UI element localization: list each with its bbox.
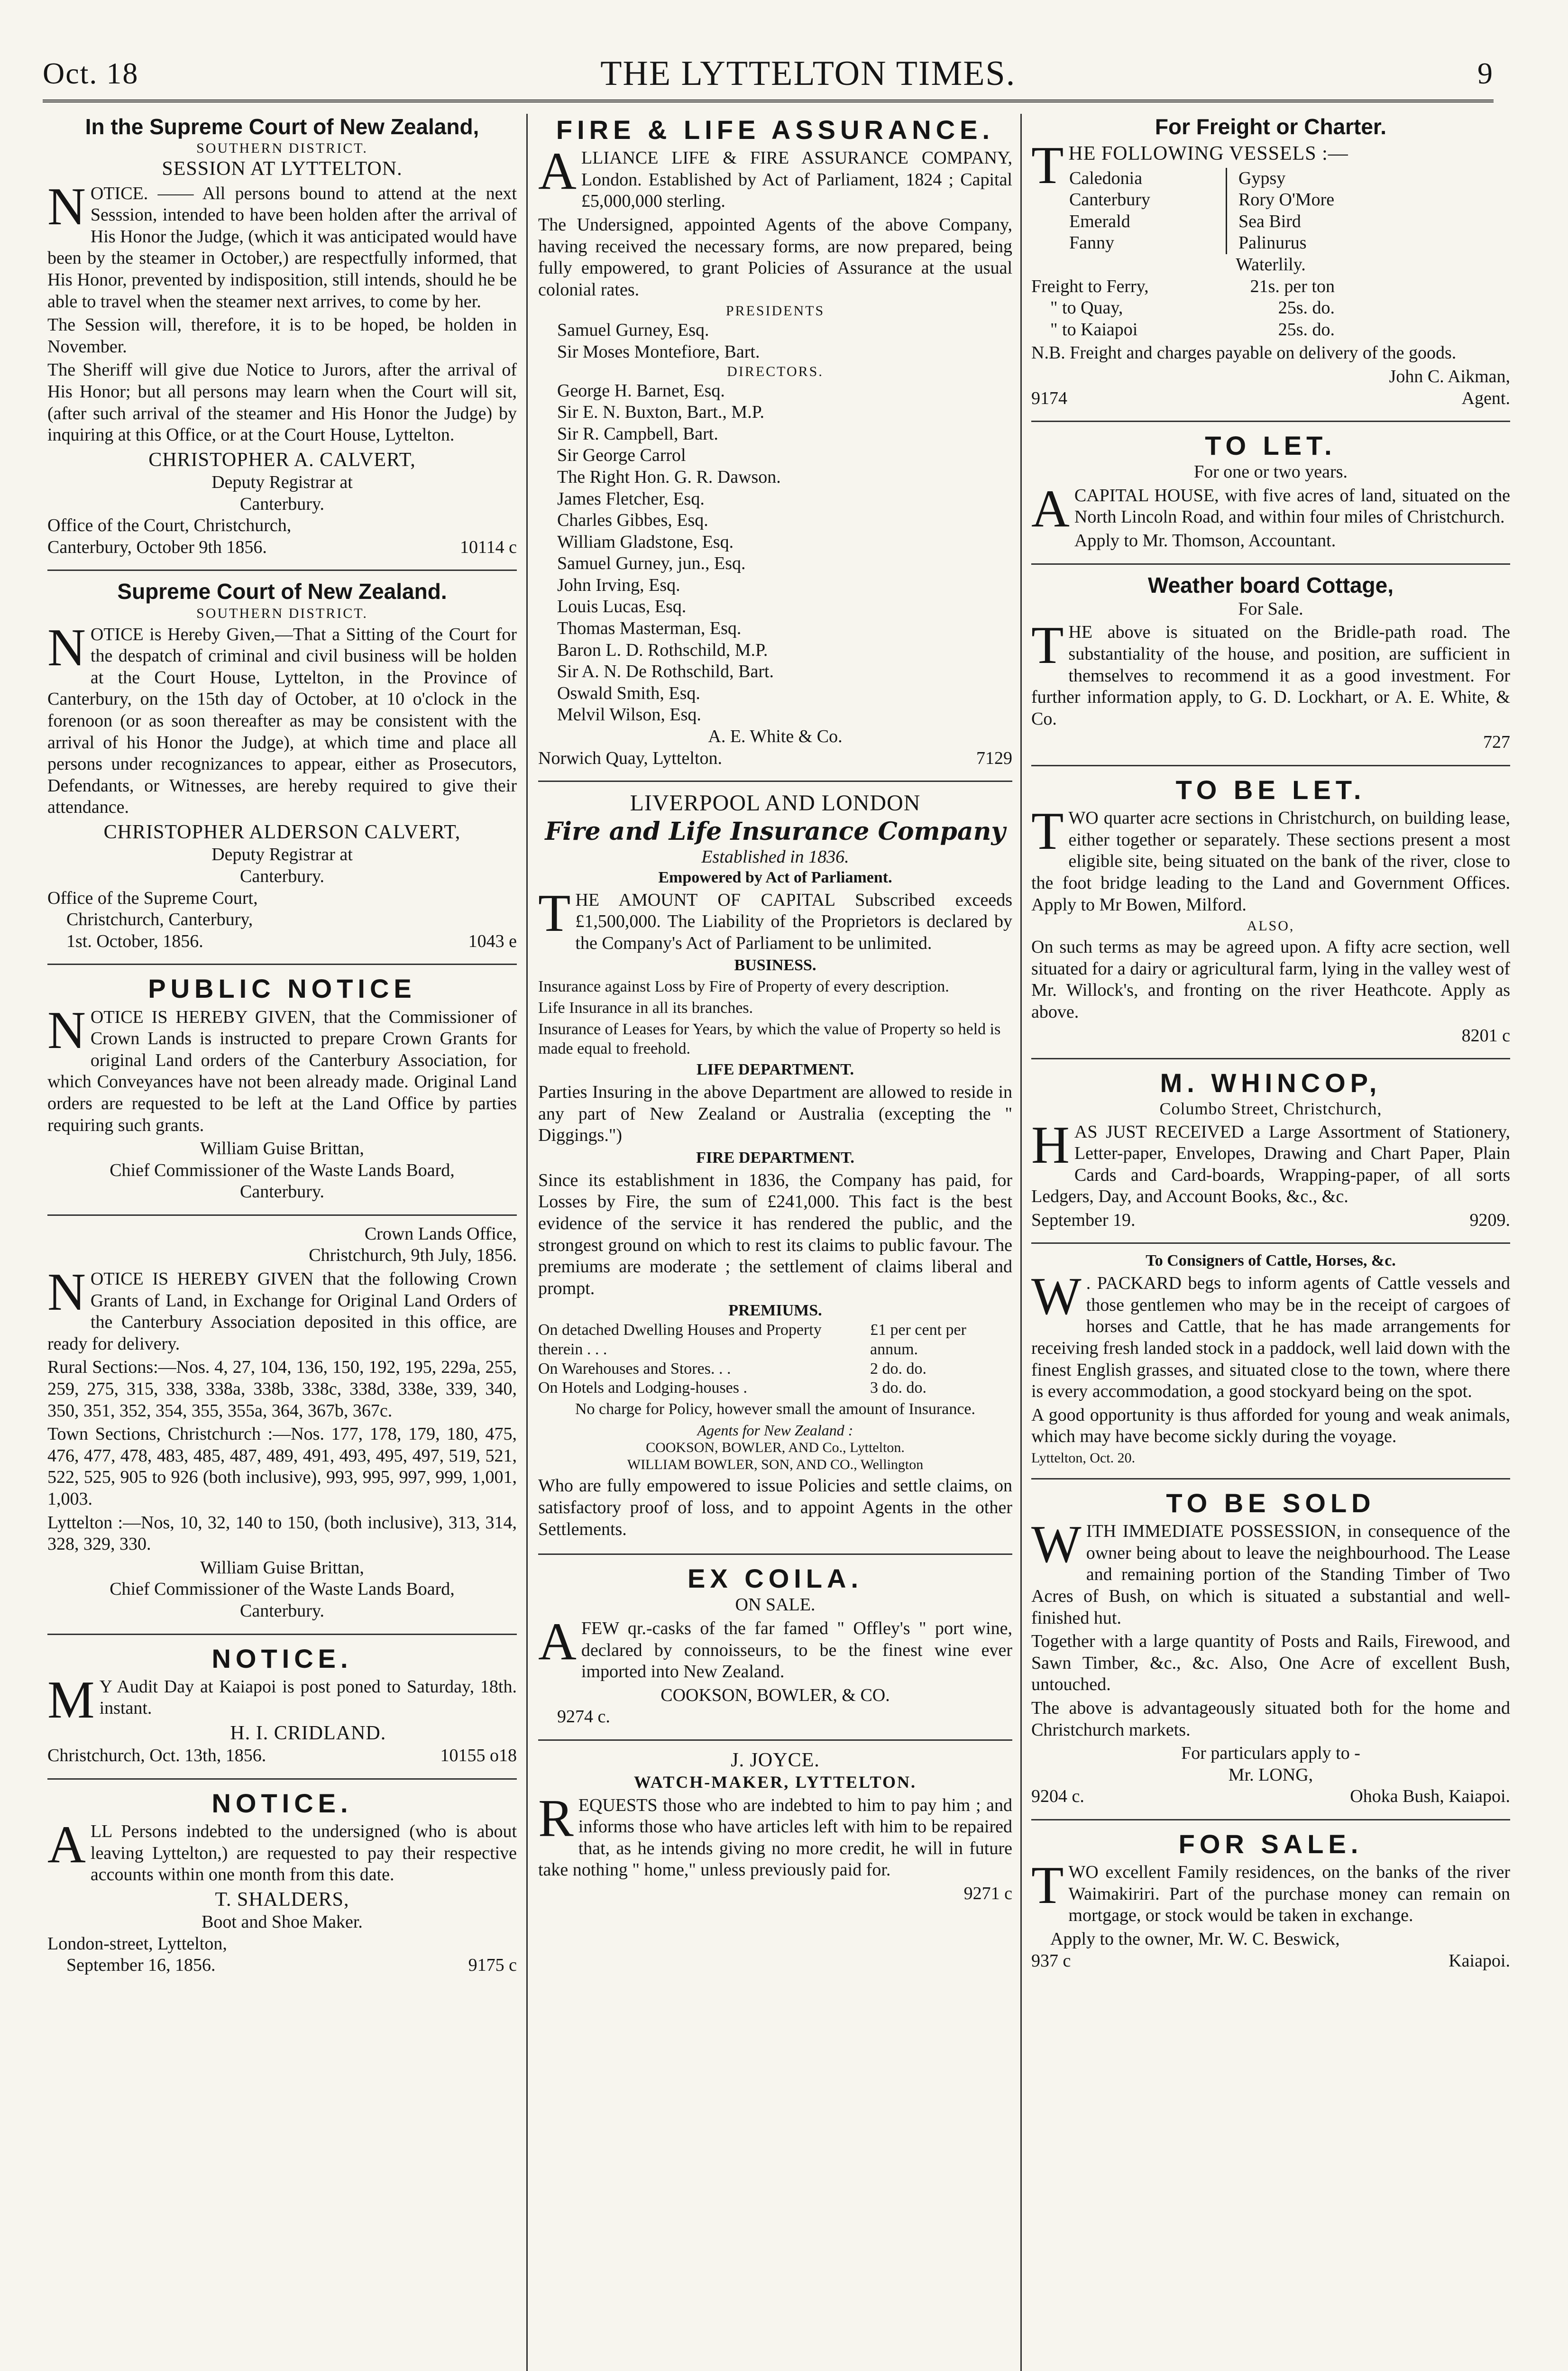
ad-body: WO quarter acre sections in Christchurch, on building lease, either together or separately. These sections present a most eligible site, being situated on the bank of the river, close to the foot bridge leading to the Land and Government Offices. Apply to Mr Bowen, Milford.	[1031, 808, 1510, 915]
separator	[1031, 1242, 1510, 1244]
column-3	[1031, 114, 1510, 2371]
crown-grants-notice	[47, 1223, 517, 1627]
shalders-notice	[47, 1787, 517, 1981]
life-heading: LIFE DEPARTMENT.	[697, 1061, 854, 1079]
separator	[1031, 1819, 1510, 1820]
drop-cap: A	[47, 1815, 86, 1875]
director-name: Oswald Smith, Esq.	[557, 683, 700, 703]
separator	[47, 1634, 517, 1635]
freight-route: " to Kaiapoi	[1050, 319, 1138, 340]
to-be-let-ad	[1031, 774, 1510, 1051]
column-divider	[526, 114, 528, 2371]
ad-body: EQUESTS those who are indebted to him to pay him ; and informs those who have articles left with him to be repaired that, as he intends giving no more credit, he will in future take nothing " home," unless previously paid for.	[538, 1795, 1012, 1880]
ad-address: London-street, Lyttelton,	[47, 1933, 227, 1954]
drop-cap: T	[1031, 136, 1064, 195]
premiums-heading: PREMIUMS.	[728, 1302, 822, 1320]
business-item: Life Insurance in all its branches.	[538, 999, 753, 1017]
separator	[47, 1778, 517, 1780]
ad-body: HE AMOUNT OF CAPITAL Subscribed exceeds £1,500,000. The Liability of the Proprietors is declared by the Company's Act of Parliament to be unlimited.	[575, 890, 1012, 953]
ad-signature: Mr. LONG,	[1228, 1764, 1313, 1785]
ad-date: Canterbury, October 9th 1856.	[47, 537, 267, 557]
ad-date: Christchurch, 9th July, 1856.	[309, 1245, 517, 1266]
director-name: Sir R. Campbell, Bart.	[557, 423, 718, 444]
premium-amount: £1 per cent per annum.	[870, 1321, 966, 1358]
director-name: The Right Hon. G. R. Dawson.	[557, 467, 781, 487]
premium-amount: 3 do. do.	[870, 1379, 926, 1397]
drop-cap: N	[47, 1001, 86, 1060]
ad-ref: 10155 o18	[440, 1746, 517, 1766]
ad-title: FIRE & LIFE ASSURANCE.	[556, 115, 995, 145]
drop-cap: A	[1031, 479, 1070, 538]
alliance-assurance-ad	[538, 114, 1012, 774]
ad-body: Parties Insuring in the above Department are allowed to reside in any part of New Zealand or Australia (excepting the " Diggings.")	[538, 1082, 1012, 1146]
vessel-list	[1069, 168, 1510, 254]
ad-body: On such terms as may be agreed upon. A fifty acre section, well situated for a dairy or agricultural farm, lying in the valley west of Mr. Willock's, and fronting on the river Heathcote. Apply as above.	[1031, 937, 1510, 1022]
drop-cap: A	[538, 1612, 577, 1672]
separator	[1031, 765, 1510, 766]
ad-title: TO BE LET.	[1175, 775, 1366, 805]
ad-address: Ohoka Bush, Kaiapoi.	[1350, 1786, 1510, 1807]
ad-signature: Deputy Registrar at	[211, 845, 353, 865]
freight-rate: 25s. do.	[1278, 319, 1335, 340]
director-name: Sir A. N. De Rothschild, Bart.	[557, 662, 774, 682]
ad-signature: Canterbury.	[240, 1600, 324, 1621]
rural-sections: Rural Sections:—Nos. 4, 27, 104, 136, 150, 192, 195, 229a, 255, 259, 275, 315, 338, 338a, 338b, 338c, 338d, 338e, 339, 340, 350, 351, 352, 354, 355, 355a, 364, 367b, 367c.	[47, 1357, 517, 1421]
ad-ref: 9271 c	[963, 1883, 1012, 1903]
director-name: Louis Lucas, Esq.	[557, 597, 687, 617]
premium-row	[538, 1321, 1012, 1360]
ad-date: September 19.	[1031, 1210, 1136, 1230]
masthead	[43, 47, 1494, 100]
ad-ref: 8201 c	[1461, 1025, 1510, 1046]
director-name: Samuel Gurney, jun., Esq.	[557, 553, 746, 574]
agent-name: COOKSON, BOWLER, AND Co., Lyttelton.	[646, 1440, 905, 1456]
separator	[47, 1214, 517, 1216]
separator	[538, 781, 1012, 782]
drop-cap: N	[47, 618, 86, 677]
ad-ref: 10114 c	[460, 537, 517, 557]
ad-body: Apply to Mr. Thomson, Accountant.	[1074, 531, 1336, 551]
masthead-rule	[43, 100, 1494, 102]
ad-title: TO BE SOLD	[1166, 1488, 1375, 1518]
ad-signature: H. I. CRIDLAND.	[230, 1722, 386, 1744]
ex-coila-ad	[538, 1562, 1012, 1733]
ad-signature: Canterbury.	[240, 494, 324, 514]
supreme-court-sitting-notice	[47, 579, 517, 957]
separator	[47, 570, 517, 571]
vessel-name: Gypsy	[1238, 168, 1286, 188]
ad-body: Who are fully empowered to issue Policies and settle claims, on satisfactory proof of loss, and to appoint Agents in the other Settlements.	[538, 1476, 1012, 1539]
ad-title: J. JOYCE.	[731, 1749, 820, 1771]
ad-subtitle: For Sale.	[1238, 598, 1303, 619]
ad-signature: CHRISTOPHER ALDERSON CALVERT,	[103, 821, 461, 843]
drop-cap: T	[1031, 1856, 1064, 1915]
ad-ref: 9175 c	[468, 1955, 517, 1976]
newspaper-title: THE LYTTELTON TIMES.	[600, 54, 1016, 93]
ad-body: ITH IMMEDIATE POSSESSION, in consequence of the owner being about to leave the neighbourhood. The Lease and remaining portion of the Standing Timber of Two Acres of Bush, on which is situated a substantial and well-finished hut.	[1031, 1521, 1510, 1628]
ad-office: Crown Lands Office,	[364, 1223, 517, 1244]
ad-subtitle: Established in 1836.	[701, 847, 849, 867]
ad-signature: Deputy Registrar at	[211, 472, 353, 493]
ad-subtitle: Empowered by Act of Parliament.	[658, 868, 892, 886]
ad-signature: William Guise Brittan,	[200, 1139, 364, 1159]
column-divider	[1020, 114, 1022, 2371]
ad-title: PUBLIC NOTICE	[148, 974, 416, 1004]
column-1	[47, 114, 517, 2371]
ad-ref: 7129	[976, 748, 1012, 768]
directors-heading: DIRECTORS.	[727, 363, 824, 379]
packard-ad	[1031, 1251, 1510, 1471]
premium-amount: 2 do. do.	[870, 1360, 926, 1378]
director-name: James Fletcher, Esq.	[557, 488, 705, 509]
ad-title: Supreme Court of New Zealand.	[117, 579, 447, 604]
ad-signature: Chief Commissioner of the Waste Lands Board,	[110, 1579, 455, 1599]
director-name: Baron L. D. Rothschild, M.P.	[557, 640, 768, 660]
fire-heading: FIRE DEPARTMENT.	[696, 1149, 854, 1167]
ad-body: Since its establishment in 1836, the Company has paid, for Losses by Fire, the sum of £241,000. This fact is the best evidence of the service it has rendered the public, and the strongest ground on which to rest its claims to public favour. The premiums are moderate ; the settlement of claims liberal and prompt.	[538, 1170, 1012, 1298]
drop-cap: M	[47, 1670, 95, 1729]
ad-title: For Freight or Charter.	[1155, 114, 1387, 139]
ad-subtitle: ALSO,	[1247, 918, 1295, 934]
ad-body: HE FOLLOWING VESSELS :—	[1068, 143, 1348, 165]
director-name: George H. Barnet, Esq.	[557, 380, 725, 401]
ad-title: To Consigners of Cattle, Horses, &c.	[1146, 1252, 1396, 1270]
freight-route: " to Quay,	[1050, 298, 1123, 318]
for-sale-ad	[1031, 1828, 1510, 1976]
ad-body: WO excellent Family residences, on the banks of the river Waimakiriri. Part of the purchase money can remain on mortgage, or stock would be taken in exchange.	[1068, 1862, 1510, 1926]
president-name: Samuel Gurney, Esq.	[557, 320, 709, 340]
freight-charter-ad	[1031, 114, 1510, 414]
premium-label: On Warehouses and Stores. . .	[538, 1360, 731, 1378]
ad-ref: 727	[1483, 732, 1510, 753]
vessel-name: Canterbury	[1069, 190, 1150, 210]
agent-name: WILLIAM BOWLER, SON, AND CO., Wellington	[627, 1457, 924, 1473]
vessel-name: Caledonia	[1069, 168, 1143, 188]
ad-body: LL Persons indebted to the undersigned (who is about leaving Lyttelton,) are requested to pay their respective accounts within one month from this date.	[90, 1821, 517, 1885]
ad-ref: 937 c	[1031, 1950, 1071, 1971]
ad-title: LIVERPOOL AND LONDON	[630, 790, 921, 816]
ad-office: Office of the Supreme Court,	[47, 888, 258, 908]
column-2	[538, 114, 1012, 2371]
ad-title: Fire and Life Insurance Company	[545, 817, 1006, 846]
business-item: Insurance of Leases for Years, by which the value of Property so held is made equal to freehold.	[538, 1020, 1001, 1057]
vessel-column	[1227, 168, 1334, 254]
vessel-name: Emerald	[1069, 211, 1130, 231]
freight-rate: 21s. per ton	[1250, 276, 1335, 296]
whincop-ad	[1031, 1067, 1510, 1236]
ad-ref: 9274 c.	[557, 1707, 610, 1727]
ad-signature: Agent.	[1461, 388, 1510, 408]
director-name: Sir George Carrol	[557, 445, 686, 466]
ad-title: M. WHINCOP,	[1160, 1068, 1382, 1098]
ad-subtitle: SOUTHERN DISTRICT.	[196, 140, 368, 156]
ad-signature: Chief Commissioner of the Waste Lands Board,	[110, 1160, 455, 1180]
premium-row	[538, 1360, 1012, 1379]
ad-date: Christchurch, Oct. 13th, 1856.	[47, 1746, 266, 1766]
ad-body: AS JUST RECEIVED a Large Assortment of Stationery, Letter-paper, Envelopes, Drawing and Chart Paper, Plain Cards and Card-boards, Wrapping-paper, of all sorts Ledgers, Day, and Account Books, &c., &c.	[1031, 1121, 1510, 1207]
ad-title: NOTICE.	[211, 1788, 353, 1818]
ad-ref: 1043 e	[468, 931, 517, 951]
separator	[1031, 421, 1510, 422]
separator	[1031, 563, 1510, 565]
ad-ref: 9204 c.	[1031, 1786, 1084, 1807]
ad-subtitle: SOUTHERN DISTRICT.	[196, 605, 368, 621]
premium-label: On detached Dwelling Houses and Property therein . . .	[538, 1321, 822, 1358]
ad-body: LLIANCE LIFE & FIRE ASSURANCE COMPANY, London. Established by Act of Parliament, 1824 ; Capital £5,000,000 sterling.	[581, 148, 1012, 211]
ad-office: Christchurch, Canterbury,	[66, 910, 253, 930]
vessel-name: Waterlily.	[1236, 254, 1306, 275]
premiums-list	[538, 1321, 1012, 1398]
ad-title: FOR SALE.	[1178, 1829, 1363, 1859]
ad-subtitle: For one or two years.	[1194, 462, 1348, 482]
agents-heading: Agents for New Zealand :	[697, 1422, 853, 1439]
director-name: John Irving, Esq.	[557, 575, 680, 595]
ad-title: Weather board Cottage,	[1148, 572, 1394, 597]
premium-row	[538, 1378, 1012, 1398]
ad-body: The Session will, therefore, it is to be hoped, be holden in November.	[47, 315, 517, 357]
page-number: 9	[1477, 56, 1494, 90]
vessel-column	[1069, 168, 1227, 254]
ad-body: Y Audit Day at Kaiapoi is post poned to Saturday, 18th. instant.	[99, 1676, 517, 1719]
ad-body: A good opportunity is thus afforded for young and weak animals, which may have become sickly during the voyage.	[1031, 1405, 1510, 1447]
presidents-heading: PRESIDENTS	[725, 303, 825, 319]
ad-body: The above is advantageously situated both for the home and Christchurch markets.	[1031, 1698, 1510, 1740]
drop-cap: T	[1031, 616, 1064, 675]
separator	[47, 964, 517, 965]
ad-body: The Undersigned, appointed Agents of the above Company, having received the necessary forms, are now prepared, being fully empowered, to grant Policies of Assurance at the usual colonial rates.	[538, 214, 1012, 300]
ad-title: NOTICE.	[211, 1643, 353, 1673]
vessel-name: Rory O'More	[1238, 190, 1335, 210]
ad-signature: Canterbury.	[240, 1182, 324, 1202]
ad-ref: 9209.	[1469, 1210, 1510, 1230]
ad-body: For particulars apply to -	[1181, 1743, 1360, 1764]
drop-cap: N	[47, 177, 86, 236]
ad-body: HE above is situated on the Bridle-path road. The substantiality of the house, and position, are sufficient in themselves to recommend it as a good investment. For further information apply, to G. D. Lockhart, or A. E. White, & Co.	[1031, 622, 1510, 729]
ad-body: OTICE is Hereby Given,—That a Sitting of the Court for the despatch of criminal and civil business will be holden at the Court House, Lyttelton, in the Province of Canterbury, on the 15th day of October, at 10 o'clock in the forenoon (or as soon thereafter as may be consistent with the arrival of his Honor the Judge), at which time and place all persons under recognizances to appear, either as Prosecutors, Defendants, or Witnesses, are hereby required to give their attendance.	[47, 624, 517, 818]
director-name: Thomas Masterman, Esq.	[557, 618, 742, 639]
separator	[538, 1553, 1012, 1555]
freight-route: Freight to Ferry,	[1031, 276, 1149, 296]
director-name: Sir E. N. Buxton, Bart., M.P.	[557, 402, 765, 423]
audit-day-notice	[47, 1643, 517, 1772]
premium-label: On Hotels and Lodging-houses .	[538, 1379, 748, 1397]
director-name: William Gladstone, Esq.	[557, 532, 734, 552]
issue-date: Oct. 18	[43, 56, 139, 90]
drop-cap: N	[47, 1263, 86, 1322]
ad-signature: Boot and Shoe Maker.	[202, 1912, 363, 1932]
ad-body: . PACKARD begs to inform agents of Cattle vessels and those gentlemen who may be in the receipt of cargoes of horses and Cattle, that he has made arrangements for receiving fresh landed stock in a paddock, well laid down with the finest English grasses, and situated close to the town, where there is every accommodation, a good stockyard being on the spot.	[1031, 1273, 1510, 1402]
ad-body: OTICE. —— All persons bound to attend at the next Sesssion, intended to have been holden after the arrival of His Honor the Judge, (which it was anticipated would have been by the steamer in October,) are respectfully informed, that His Honor, prevented by indisposition, still intends, should he be able to travel when the steamer next arrives, to come by her.	[47, 183, 517, 312]
ad-subtitle: SESSION AT LYTTELTON.	[162, 158, 403, 180]
to-be-sold-ad	[1031, 1487, 1510, 1812]
ad-body: N.B. Freight and charges payable on delivery of the goods.	[1031, 343, 1457, 363]
ad-body: No charge for Policy, however small the amount of Insurance.	[575, 1400, 976, 1418]
ad-title: TO LET.	[1205, 431, 1337, 461]
drop-cap: H	[1031, 1115, 1070, 1175]
drop-cap: W	[1031, 1267, 1082, 1326]
business-item: Insurance against Loss by Fire of Property of every description.	[538, 978, 949, 996]
ad-subtitle: WATCH-MAKER, LYTTELTON.	[633, 1773, 917, 1792]
freight-rate: 25s. do.	[1278, 298, 1335, 318]
ad-signature: A. E. White & Co.	[708, 726, 843, 747]
ad-address: Kaiapoi.	[1449, 1950, 1510, 1971]
public-notice	[47, 973, 517, 1208]
ad-body: OTICE IS HEREBY GIVEN that the following Crown Grants of Land, in Exchange for Original Land Orders of the Canterbury Association deposited in this office, are ready for delivery.	[47, 1269, 517, 1354]
separator	[1031, 1478, 1510, 1480]
town-sections: Town Sections, Christchurch :—Nos. 177, 178, 179, 180, 475, 476, 477, 478, 483, 485, 487, 489, 491, 493, 495, 497, 519, 521, 522, 525, 905 to 926 (both inclusive), 993, 995, 997, 999, 1,001, 1,003.	[47, 1424, 517, 1509]
ad-subtitle: Columbo Street, Christchurch,	[1159, 1099, 1382, 1119]
ad-body: Apply to the owner, Mr. W. C. Beswick,	[1050, 1929, 1340, 1949]
ad-ref: 9174	[1031, 388, 1067, 408]
ad-signature: CHRISTOPHER A. CALVERT,	[148, 449, 416, 471]
ad-date: September 16, 1856.	[66, 1955, 216, 1976]
director-name: Charles Gibbes, Esq.	[557, 510, 708, 531]
separator	[538, 1739, 1012, 1741]
drop-cap: A	[538, 142, 577, 201]
directors-list	[538, 380, 1012, 726]
supreme-court-notice	[47, 114, 517, 563]
ad-body: OTICE IS HEREBY GIVEN, that the Commissioner of Crown Lands is instructed to prepare Crown Grants for original Land orders of the Canterbury Association, for which Conveyances have not been already made. Original Land orders are requested to be left at the Land Office by parties requiring such grants.	[47, 1007, 517, 1135]
joyce-ad	[538, 1748, 1012, 1910]
vessel-name: Sea Bird	[1238, 211, 1301, 231]
ad-title: In the Supreme Court of New Zealand,	[85, 114, 479, 139]
drop-cap: T	[1031, 802, 1064, 861]
ad-body: CAPITAL HOUSE, with five acres of land, situated on the North Lincoln Road, and within four miles of Christchurch.	[1074, 485, 1510, 527]
ad-title: EX COILA.	[687, 1563, 863, 1594]
ad-body: The Sheriff will give due Notice to Jurors, after the arrival of His Honor; but all persons may learn when the Court will sit, (after such arrival of the steamer and His Honor the Judge) by inquiring at this Office, or at the Court House, Lyttelton.	[47, 360, 517, 445]
ad-body: Together with a large quantity of Posts and Rails, Firewood, and Sawn Timber, &c., &c. Also, One Acre of excellent Bush, untouched.	[1031, 1631, 1510, 1695]
ad-signature: COOKSON, BOWLER, & CO.	[660, 1685, 890, 1705]
director-name: Melvil Wilson, Esq.	[557, 705, 701, 725]
vessel-name: Palinurus	[1238, 233, 1307, 253]
lyttelton-sections: Lyttelton :—Nos, 10, 32, 140 to 150, (both inclusive), 313, 314, 328, 329, 330.	[47, 1512, 517, 1554]
liverpool-london-ad	[538, 790, 1012, 1547]
vessel-name: Fanny	[1069, 233, 1114, 253]
cottage-ad	[1031, 572, 1510, 758]
presidents-list	[538, 320, 1012, 363]
president-name: Sir Moses Montefiore, Bart.	[557, 341, 760, 362]
separator	[1031, 1058, 1510, 1059]
ad-address: Norwich Quay, Lyttelton.	[538, 748, 723, 768]
to-let-ad	[1031, 430, 1510, 557]
ad-signature: John C. Aikman,	[1389, 366, 1510, 386]
drop-cap: T	[538, 883, 571, 943]
drop-cap: R	[538, 1789, 574, 1848]
ad-body: FEW qr.-casks of the far famed " Offley's " port wine, declared by connoisseurs, to be the finest wine ever imported into New Zealand.	[581, 1618, 1012, 1682]
ad-signature: T. SHALDERS,	[215, 1888, 349, 1911]
ad-date: Lyttelton, Oct. 20.	[1031, 1450, 1136, 1466]
ad-office: Office of the Court, Christchurch,	[47, 515, 292, 536]
drop-cap: W	[1031, 1515, 1082, 1574]
ad-date: 1st. October, 1856.	[66, 931, 203, 951]
ad-signature: Canterbury.	[240, 866, 324, 886]
ad-subtitle: ON SALE.	[735, 1595, 816, 1615]
ad-signature: William Guise Brittan,	[200, 1557, 364, 1578]
business-heading: BUSINESS.	[734, 956, 816, 974]
